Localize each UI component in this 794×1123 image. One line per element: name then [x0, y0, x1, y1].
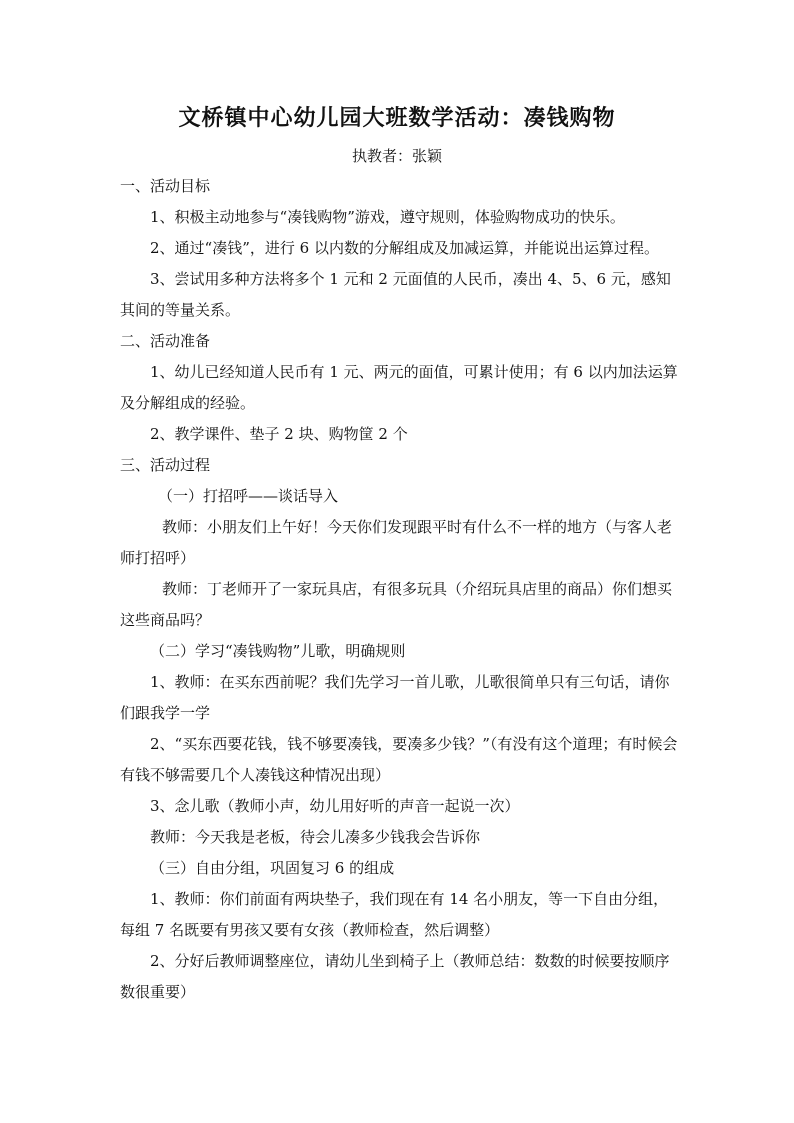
- paragraph: 2、“买东西要花钱，钱不够要凑钱，要凑多少钱？”（有没有这个道理；有时候会有钱不够需要几个人凑钱这种情况出现）: [120, 735, 678, 784]
- paragraph: 3、念儿歌（教师小声，幼儿用好听的声音一起说一次）: [150, 797, 520, 815]
- paragraph: 教师：今天我是老板，待会儿凑多少钱我会告诉你: [150, 828, 481, 846]
- paragraph: 教师：小朋友们上午好！今天你们发现跟平时有什么不一样的地方（与客人老师打招呼）: [120, 518, 673, 567]
- section-heading-process: 三、活动过程: [120, 456, 211, 474]
- section-heading-goals: 一、活动目标: [120, 177, 211, 195]
- paragraph: 1、积极主动地参与“凑钱购物”游戏，遵守规则，体验购物成功的快乐。: [150, 208, 625, 226]
- paragraph: 教师：丁老师开了一家玩具店，有很多玩具（介绍玩具店里的商品）你们想买这些商品吗？: [120, 580, 673, 629]
- paragraph: 1、教师：你们前面有两块垫子，我们现在有 14 名小朋友，等一下自由分组，每组 7 名既要有男孩又要有女孩（教师检查，然后调整）: [120, 890, 669, 939]
- author-line: 执教者：张颖: [351, 147, 442, 165]
- subsection-heading: （三）自由分组，巩固复习 6 的组成: [150, 859, 395, 877]
- subsection-heading: （二）学习“凑钱购物”儿歌，明确规则: [150, 642, 406, 660]
- paragraph: 2、分好后教师调整座位，请幼儿坐到椅子上（教师总结：数数的时候要按顺序数很重要）: [120, 952, 670, 1001]
- paragraph: 1、教师：在买东西前呢？我们先学习一首儿歌，儿歌很简单只有三句话，请你们跟我学一学: [120, 673, 670, 722]
- subsection-heading: （一）打招呼——谈话导入: [158, 487, 339, 505]
- paragraph: 2、教学课件、垫子 2 块、购物筐 2 个: [150, 425, 408, 443]
- paragraph: 1、幼儿已经知道人民币有 1 元、两元的面值，可累计使用；有 6 以内加法运算及分解组成的经验。: [120, 363, 678, 412]
- document-body: [120, 171, 678, 1008]
- paragraph: 2、通过“凑钱”，进行 6 以内数的分解组成及加减运算，并能说出运算过程。: [150, 239, 659, 257]
- paragraph: 3、尝试用多种方法将多个 1 元和 2 元面值的人民币，凑出 4、5、6 元，感知其间的等量关系。: [120, 270, 671, 319]
- document-title: 文桥镇中心幼儿园大班数学活动：凑钱购物: [178, 105, 616, 131]
- section-heading-preparation: 二、活动准备: [120, 332, 211, 350]
